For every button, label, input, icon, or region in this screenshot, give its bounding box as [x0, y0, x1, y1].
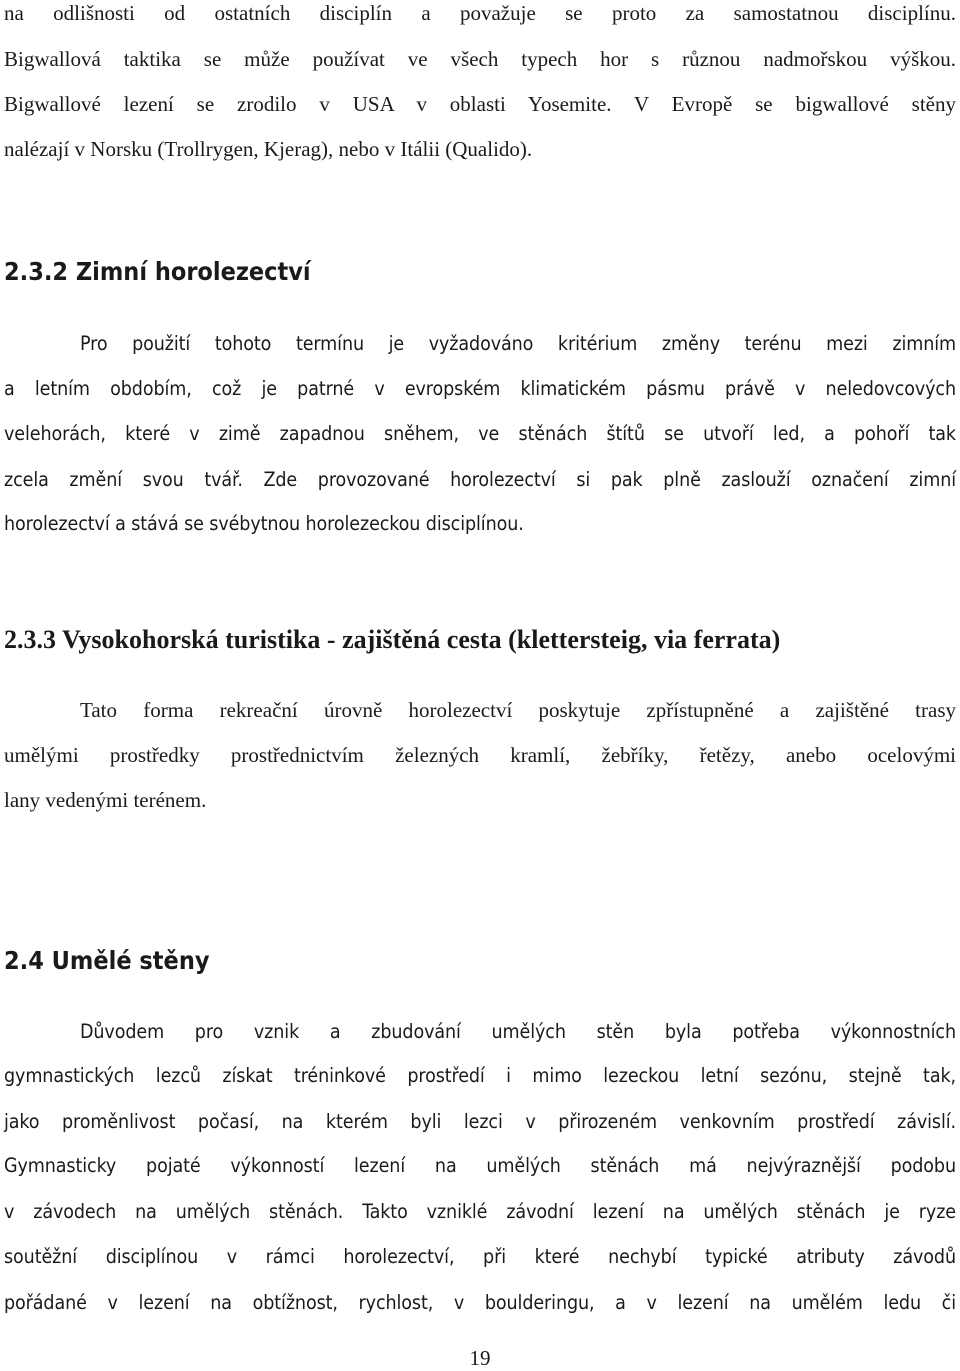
text-line: lany vedenými terénem.	[4, 788, 207, 812]
text-line: nalézají v Norsku (Trollrygen, Kjerag), nebo v Itálii (Qualido).	[4, 137, 533, 161]
text-line: jako proměnlivost počasí, na kterém byli lezci v přirozeném venkovním prostředí závislí.	[4, 1110, 956, 1133]
text-line: horolezectví a stává se svébytnou horolezeckou disciplínou.	[4, 512, 524, 535]
section-heading-2-3-3: 2.3.3 Vysokohorská turistika - zajištěná cesta (klettersteig, via ferrata)	[4, 625, 781, 654]
text-line: gymnastických lezců získat tréninkové prostředí i mimo lezeckou letní sezónu, stejně tak,	[4, 1064, 956, 1087]
text-line: a letním obdobím, což je patrné v evropském klimatickém pásmu právě v neledovcových	[4, 377, 956, 400]
section-heading-2-3-2: 2.3.2 Zimní horolezectví	[4, 257, 311, 286]
text-line: Důvodem pro vznik a zbudování umělých stěn byla potřeba výkonnostních	[80, 1020, 956, 1043]
section-heading-2-4: 2.4 Umělé stěny	[4, 946, 210, 975]
text-line: Bigwallové lezení se zrodilo v USA v oblasti Yosemite. V Evropě se bigwallové stěny	[4, 92, 956, 116]
text-line: soutěžní disciplínou v rámci horolezectví, při které nechybí typické atributy závodů	[4, 1245, 956, 1268]
text-line: Tato forma rekreační úrovně horolezectví poskytuje zpřístupněné a zajištěné trasy	[80, 698, 956, 722]
text-line: pořádané v lezení na obtížnost, rychlost, v boulderingu, a v lezení na umělém ledu či	[4, 1291, 956, 1314]
text-line: zcela změní svou tvář. Zde provozované horolezectví si pak plně zaslouží označení zimní	[4, 468, 956, 491]
page-number: 19	[469, 1346, 491, 1370]
text-line: velehorách, které v zimě zapadnou sněhem, ve stěnách štítů se utvoří led, a pohoří tak	[4, 422, 956, 445]
text-line: umělými prostředky prostřednictvím železných kramlí, žebříky, řetězy, anebo ocelovými	[4, 743, 956, 767]
text-line: Pro použití tohoto termínu je vyžadováno kritérium změny terénu mezi zimním	[80, 332, 956, 355]
text-line: Bigwallová taktika se může používat ve všech typech hor s různou nadmořskou výškou.	[4, 47, 956, 71]
text-line: v závodech na umělých stěnách. Takto vzniklé závodní lezení na umělých stěnách je ryze	[4, 1200, 956, 1223]
text-line: Gymnasticky pojaté výkonností lezení na umělých stěnách má nejvýraznější podobu	[4, 1154, 956, 1177]
text-line: na odlišnosti od ostatních disciplín a považuje se proto za samostatnou disciplínu.	[4, 1, 956, 25]
